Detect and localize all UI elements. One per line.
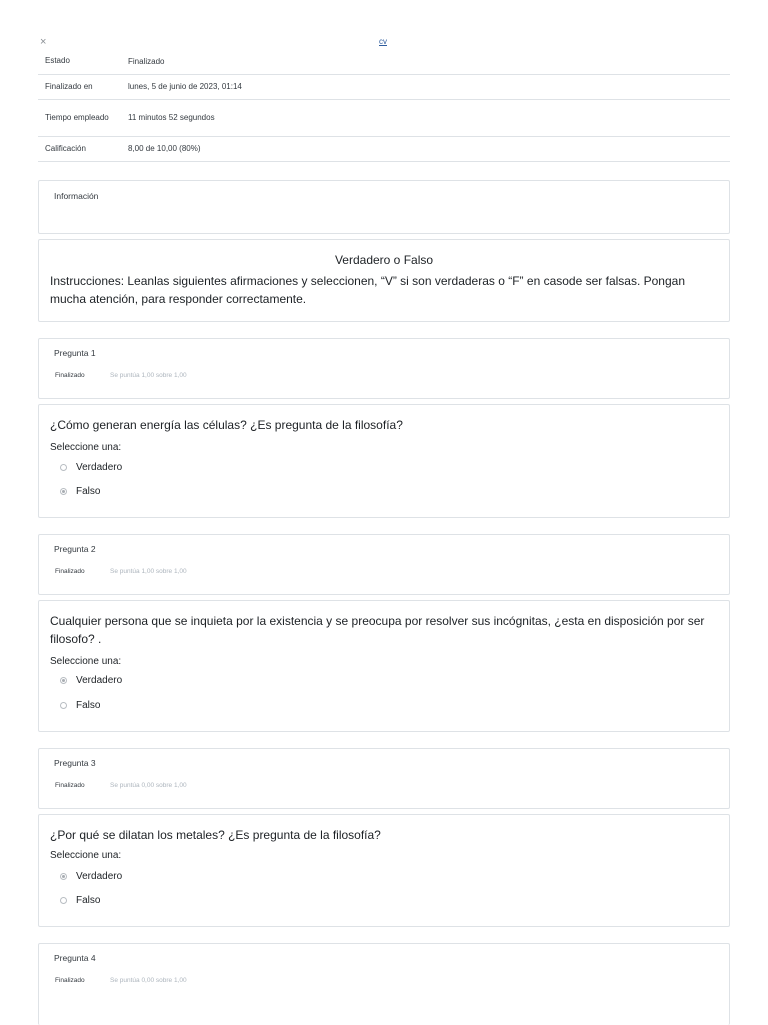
answer-option[interactable] — [60, 484, 100, 498]
info-card — [38, 180, 730, 234]
question-score: Se puntúa 1,00 sobre 1,00 — [110, 372, 187, 379]
instructions-title: Verdadero o Falso — [334, 253, 434, 267]
radio-button-selected[interactable] — [60, 677, 67, 684]
answer-option-label[interactable]: Falso — [76, 485, 101, 497]
question-info-card — [38, 748, 730, 809]
answer-option[interactable] — [60, 698, 100, 712]
answer-option[interactable] — [60, 673, 122, 687]
answer-option[interactable] — [60, 893, 100, 907]
summary-row — [38, 49, 730, 74]
question-info-card — [38, 534, 730, 595]
question-info-card — [38, 338, 730, 399]
question-status: Finalizado — [55, 568, 85, 575]
select-one-prompt: Seleccione una: — [50, 850, 122, 861]
select-one-prompt: Seleccione una: — [50, 656, 122, 667]
question-content-card — [38, 814, 730, 927]
summary-key: Finalizado en — [38, 74, 128, 99]
answer-option[interactable] — [60, 869, 122, 883]
question-content-card — [38, 600, 730, 732]
question-number: Pregunta 4 — [54, 953, 96, 963]
question-status: Finalizado — [55, 372, 85, 379]
summary-key: Calificación — [38, 136, 128, 161]
summary-row — [38, 99, 730, 136]
instructions-text: Instrucciones: Leanlas siguientes afirmaciones y seleccionen, “V” si son verdaderas o “F” en casode ser falsas. Pongan mucha atención, para responder correctamente. — [50, 274, 685, 306]
answer-option-label[interactable]: Verdadero — [76, 870, 123, 882]
radio-button-selected[interactable] — [60, 873, 67, 880]
question-number: Pregunta 2 — [54, 544, 96, 554]
radio-button[interactable] — [60, 702, 67, 709]
question-score: Se puntúa 0,00 sobre 1,00 — [110, 977, 187, 984]
radio-button[interactable] — [60, 464, 67, 471]
answer-option-label[interactable]: Falso — [76, 699, 101, 711]
header-link[interactable]: cv — [379, 37, 387, 46]
question-content-card — [38, 404, 730, 518]
info-label: Información — [54, 191, 99, 201]
summary-value: 11 minutos 52 segundos — [128, 99, 730, 136]
attempt-summary-table — [38, 49, 730, 162]
radio-button[interactable] — [60, 897, 67, 904]
question-text: ¿Cómo generan energía las células? ¿Es pregunta de la filosofía? — [50, 418, 403, 432]
instructions-card — [38, 239, 730, 322]
question-text: Cualquier persona que se inquieta por la existencia y se preocupa por resolver sus incógnitas, ¿esta en disposición por ser filosofo? . — [50, 614, 705, 646]
answer-option-label[interactable]: Verdadero — [76, 674, 123, 686]
question-status: Finalizado — [55, 782, 85, 789]
summary-row — [38, 74, 730, 99]
radio-button-selected[interactable] — [60, 488, 67, 495]
question-score: Se puntúa 0,00 sobre 1,00 — [110, 782, 187, 789]
summary-value: Finalizado — [128, 49, 730, 74]
answer-option[interactable] — [60, 460, 122, 474]
answer-option-label[interactable]: Falso — [76, 894, 101, 906]
summary-value: 8,00 de 10,00 (80%) — [128, 136, 730, 161]
summary-row — [38, 136, 730, 161]
question-status: Finalizado — [55, 977, 85, 984]
answer-option-label[interactable]: Verdadero — [76, 461, 123, 473]
question-score: Se puntúa 1,00 sobre 1,00 — [110, 568, 187, 575]
question-number: Pregunta 1 — [54, 348, 96, 358]
select-one-prompt: Seleccione una: — [50, 442, 122, 453]
summary-key: Tiempo empleado — [38, 99, 128, 136]
summary-key: Estado — [38, 49, 128, 74]
close-icon[interactable]: × — [40, 36, 47, 48]
question-number: Pregunta 3 — [54, 758, 96, 768]
question-info-card — [38, 943, 730, 1025]
question-text: ¿Por qué se dilatan los metales? ¿Es pregunta de la filosofía? — [50, 828, 381, 842]
summary-value: lunes, 5 de junio de 2023, 01:14 — [128, 74, 730, 99]
